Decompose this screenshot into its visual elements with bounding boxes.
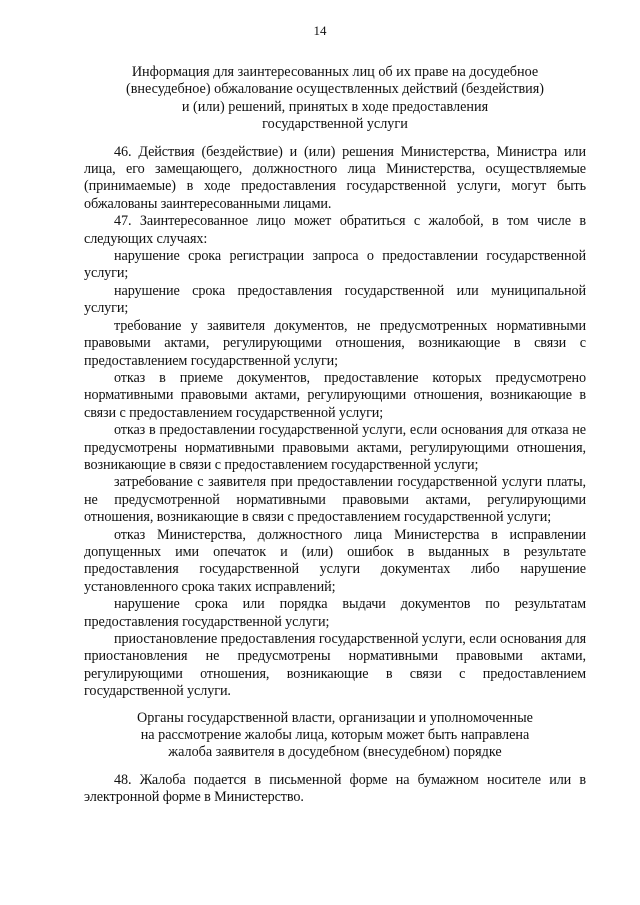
- paragraph-47: 47. Заинтересованное лицо может обратиться с жалобой, в том числе в следующих случаях:: [84, 213, 586, 247]
- heading-line: жалоба заявителя в досудебном (внесудебном) порядке: [168, 744, 502, 761]
- case-item-extra-documents: требование у заявителя документов, не предусмотренных нормативными правовыми актами, регулирующими отношения, возникающие в связи с предоставлением государственной услуги;: [84, 317, 586, 369]
- section-heading-complaint-bodies: [84, 710, 586, 762]
- paragraph-48: 48. Жалоба подается в письменной форме на бумажном носителе или в электронной форме в Министерство.: [84, 771, 586, 806]
- heading-line: Органы государственной власти, организации и уполномоченные: [137, 709, 533, 726]
- page-number: 14: [313, 23, 327, 38]
- case-item-refusal-of-service: отказ в предоставлении государственной услуги, если основания для отказа не предусмотрены нормативными правовыми актами, регулирующими отношения, возникающие в связи с предоставлением государственной услуги;: [84, 422, 586, 473]
- heading-line: (внесудебное) обжалование осуществленных действий (бездействия): [125, 81, 545, 98]
- heading-line: государственной услуги: [262, 116, 408, 133]
- case-item-issuance-violation: нарушение срока или порядка выдачи документов по результатам предоставления государственной услуги;: [84, 596, 586, 630]
- case-item-suspension: приостановление предоставления государственной услуги, если основания для приостановления не предусмотрены нормативными правовыми актами, регулирующими отношения, возникающие в связи с предоставлением государственной услуги.: [84, 631, 586, 700]
- heading-line: на рассмотрение жалобы лица, которым может быть направлена: [140, 727, 530, 744]
- case-item-registration-deadline: нарушение срока регистрации запроса о предоставлении государственной услуги;: [84, 248, 586, 282]
- heading-line: Информация для заинтересованных лиц об их праве на досудебное: [131, 64, 539, 80]
- heading-line: и (или) решений, принятых в ходе предоставления: [181, 98, 489, 115]
- case-item-service-deadline: нарушение срока предоставления государственной или муниципальной услуги;: [84, 282, 586, 317]
- case-item-refusal-to-accept: отказ в приеме документов, предоставление которых предусмотрено нормативными правовыми актами, регулирующими отношения, возникающие в связи с предоставлением государственной услуги;: [84, 369, 586, 421]
- document-body: [84, 64, 586, 807]
- case-item-unlawful-fee: затребование с заявителя при предоставлении государственной услуги платы, не предусмотренной нормативными правовыми актами, регулирующими отношения, возникающие в связи с предоставлением государственной услуги;: [84, 474, 586, 526]
- paragraph-46: 46. Действия (бездействие) и (или) решения Министерства, Министра или лица, его замещающего, должностного лица Министерства, осуществляемые (принимаемые) в ходе предоставления государственной услуги, могут быть обжалованы заинтересованными лицами.: [84, 143, 586, 212]
- case-item-refusal-to-correct: отказ Министерства, должностного лица Министерства в исправлении допущенных ими опечаток и (или) ошибок в выданных в результате предоставления государственной услуги документах либо нарушение установленного срока таких исправлений;: [84, 526, 586, 595]
- section-heading-appeal-rights: [84, 64, 586, 134]
